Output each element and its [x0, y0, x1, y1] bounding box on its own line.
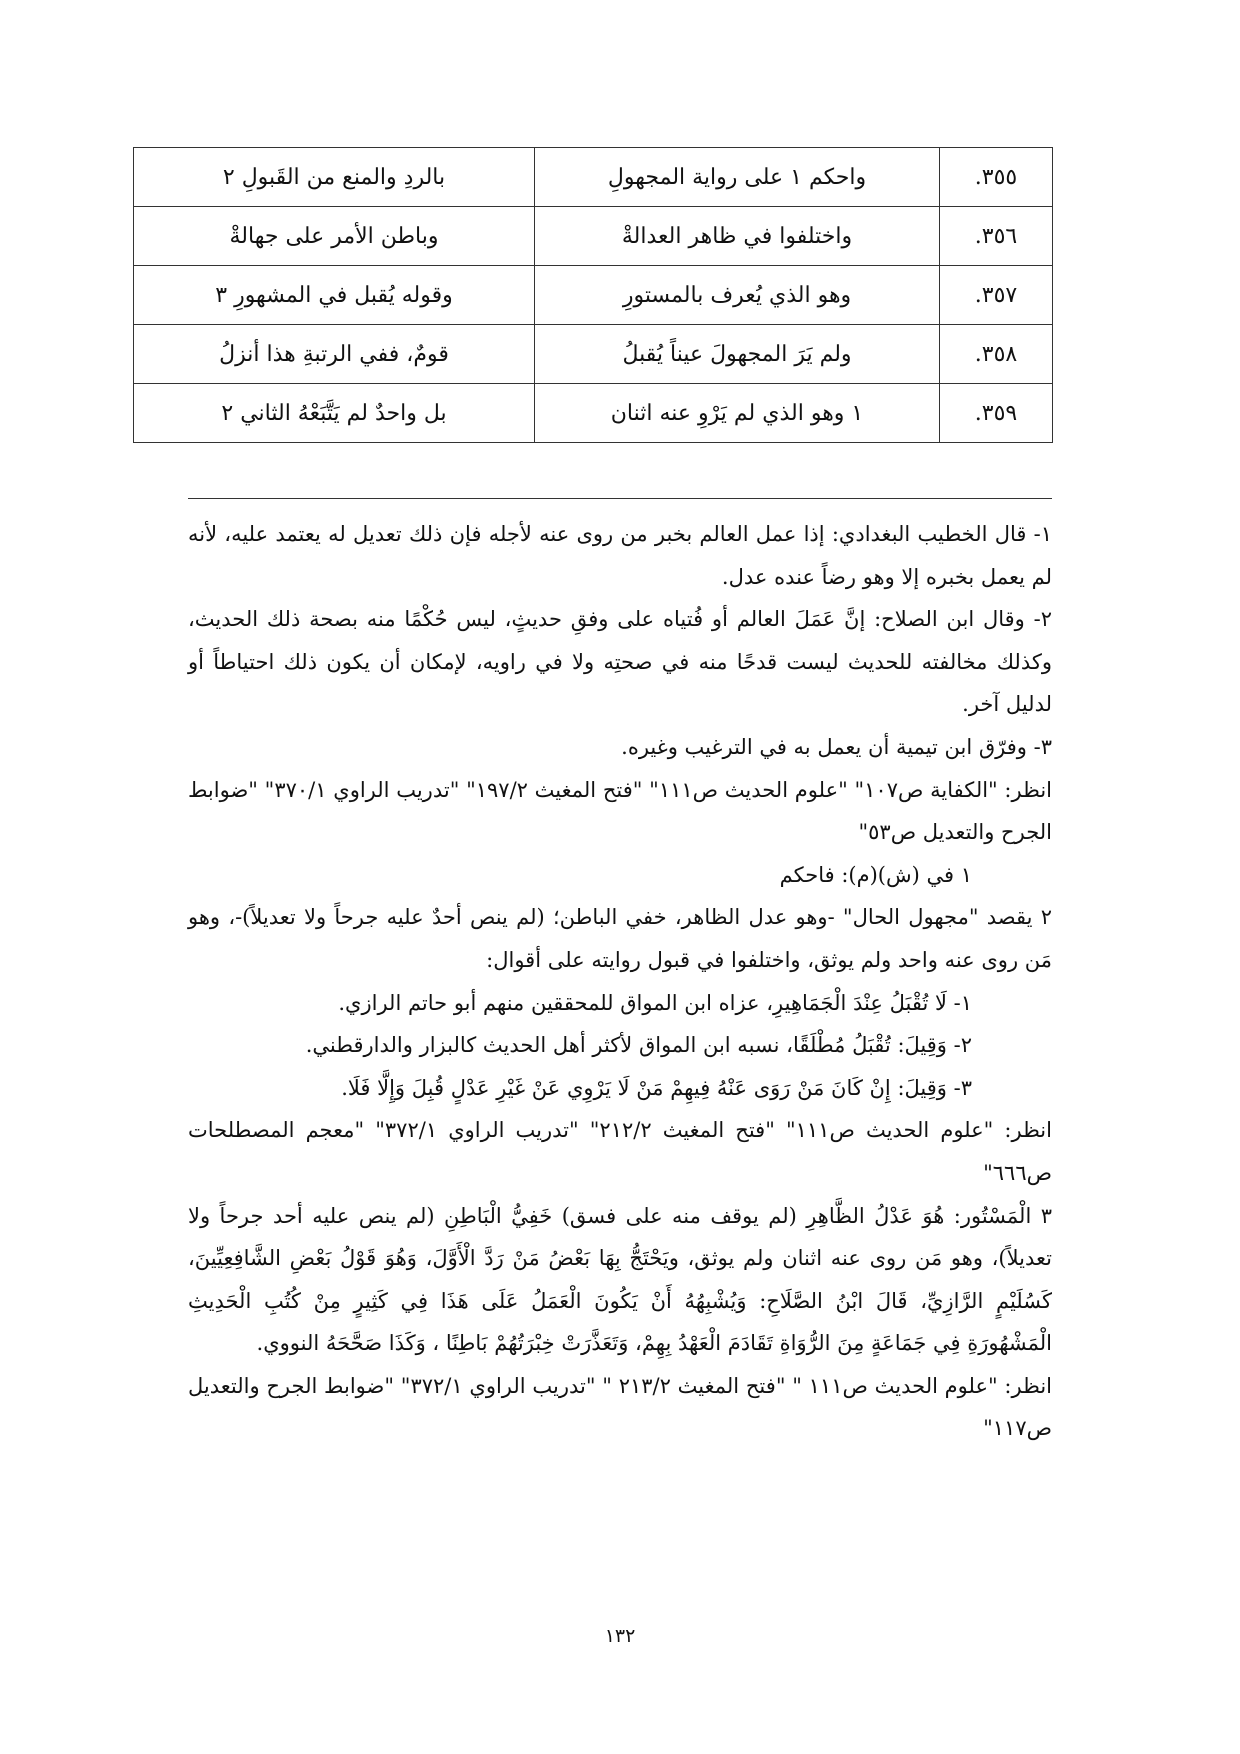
verse-first-hemistich: واختلفوا في ظاهر العدالةْ: [535, 207, 940, 266]
footnote-paragraph: ١- لَا تُقْبَلُ عِنْدَ الْجَمَاهِيرِ، عزاه ابن المواق للمحققين منهم أبو حاتم الرازي.: [338, 990, 972, 1015]
verse-row: [134, 325, 1053, 384]
verse-table: [133, 147, 1053, 443]
footnote-reference: انظر: "الكفاية ص١٠٧" "علوم الحديث ص١١١" "فتح المغيث ١٩٧/٢" "تدريب الراوي ٣٧٠/١" "ضوابط الجرح والتعديل ص٥٣": [188, 777, 1052, 845]
verse-second-hemistich: وقوله يُقبل في المشهورِ ٣: [134, 266, 535, 325]
verse-number: ٣٥٦.: [940, 207, 1053, 266]
verse-row: [134, 207, 1053, 266]
footnote-paragraph: ١- قال الخطيب البغدادي: إذا عمل العالم بخبر من روى عنه لأجله فإن ذلك تعديل له يعتمد عليه، لأنه لم يعمل بخبره إلا وهو رضاً عنده عدل.: [188, 522, 1052, 589]
verse-number: ٣٥٨.: [940, 325, 1053, 384]
verse-first-hemistich: واحكم ١ على رواية المجهولِ: [535, 148, 940, 207]
footnote-reference: انظر: "علوم الحديث ص١١١ " "فتح المغيث ٢١٣/٢ " "تدريب الراوي ٣٧٢/١" "ضوابط الجرح والتعديل ص١١٧": [188, 1373, 1052, 1441]
footnote-paragraph: ٣- وَقِيلَ: إِنْ كَانَ مَنْ رَوَى عَنْهُ فِيهِمْ مَنْ لَا يَرْوِي عَنْ غَيْرِ عَدْلٍ قُبِلَ وَإِلَّا فَلَا.: [341, 1075, 972, 1100]
verse-second-hemistich: بل واحدٌ لم يَتَّبَعْهُ الثاني ٢: [134, 384, 535, 443]
verse-second-hemistich: قومٌ، ففي الرتبةِ هذا أنزلُ: [134, 325, 535, 384]
verse-number: ٣٥٩.: [940, 384, 1053, 443]
verse-row: [134, 266, 1053, 325]
footnote-paragraph: ١ في (ش)(م): فاحكم: [779, 862, 972, 887]
verse-second-hemistich: بالردِ والمنع من القَبولِ ٢: [134, 148, 535, 207]
footnotes: [188, 513, 1052, 1450]
footnote-paragraph: ٣- وفرّق ابن تيمية أن يعمل به في الترغيب وغيره.: [621, 734, 1052, 759]
footnote-separator: [188, 498, 1052, 499]
footnote-reference: انظر: "علوم الحديث ص١١١" "فتح المغيث ٢١٢/٢" "تدريب الراوي ٣٧٢/١" "معجم المصطلحات ص٦٦٦": [188, 1118, 1052, 1185]
verse-first-hemistich: ١ وهو الذي لم يَرْوِ عنه اثنان: [535, 384, 940, 443]
page-number: ١٣٢: [604, 1625, 636, 1647]
verse-second-hemistich: وباطن الأمر على جهالةْ: [134, 207, 535, 266]
verse-first-hemistich: ولم يَرَ المجهولَ عيناً يُقبلُ: [535, 325, 940, 384]
footnote-paragraph: ٢- وقال ابن الصلاح: إنَّ عَمَلَ العالم أو فُتياه على وفقِ حديثٍ، ليس حُكْمًا منه بصحة ذلك الحديث، وكذلك مخالفته للحديث ليست قدحًا منه في صحتِه ولا في راويه، لإمكان أن يكون ذلك احتياطاً أو لدليل آخر.: [188, 607, 1052, 717]
verse-first-hemistich: وهو الذي يُعرف بالمستورِ: [535, 266, 940, 325]
footnote-paragraph: ٣ الْمَسْتُور: هُوَ عَدْلُ الظَّاهِرِ (لم يوقف منه على فسق) خَفِيُّ الْبَاطِنِ (لم ينص عليه أحد جرحاً ولا تعديلاً)، وهو مَن روى عنه اثنان ولم يوثق، ويَحْتَجُّ بِهَا بَعْضُ مَنْ رَدَّ الْأَوَّلَ، وَهُوَ قَوْلُ بَعْضِ الشَّافِعِيِّينَ، كَسُلَيْمٍ الرَّازِيِّ، قَالَ ابْنُ الصَّلَاحِ: وَيُشْبِهُهُ أَنْ يَكُونَ الْعَمَلُ عَلَى هَذَا فِي كَثِيرٍ مِنْ كُتُبِ الْحَدِيثِ الْمَشْهُورَةِ فِي جَمَاعَةٍ مِنَ الرُّوَاةِ تَقَادَمَ الْعَهْدُ بِهِمْ، وَتَعَذَّرَتْ خِبْرَتُهُمْ بَاطِنًا ، وَكَذَا صَحَّحَهُ النووي.: [188, 1203, 1052, 1356]
verse-row: [134, 148, 1053, 207]
footnote-paragraph: ٢ يقصد "مجهول الحال" -وهو عدل الظاهر، خفي الباطن؛ (لم ينص أحدٌ عليه جرحاً ولا تعديلاً)-، وهو مَن روى عنه واحد ولم يوثق، واختلفوا في قبول روايته على أقوال:: [188, 905, 1052, 972]
verse-number: ٣٥٧.: [940, 266, 1053, 325]
verse-row: [134, 384, 1053, 443]
verse-number: ٣٥٥.: [940, 148, 1053, 207]
footnote-paragraph: ٢- وَقِيلَ: تُقْبَلُ مُطْلَقًا، نسبه ابن المواق لأكثر أهل الحديث كالبزار والدارقطني.: [305, 1033, 972, 1058]
